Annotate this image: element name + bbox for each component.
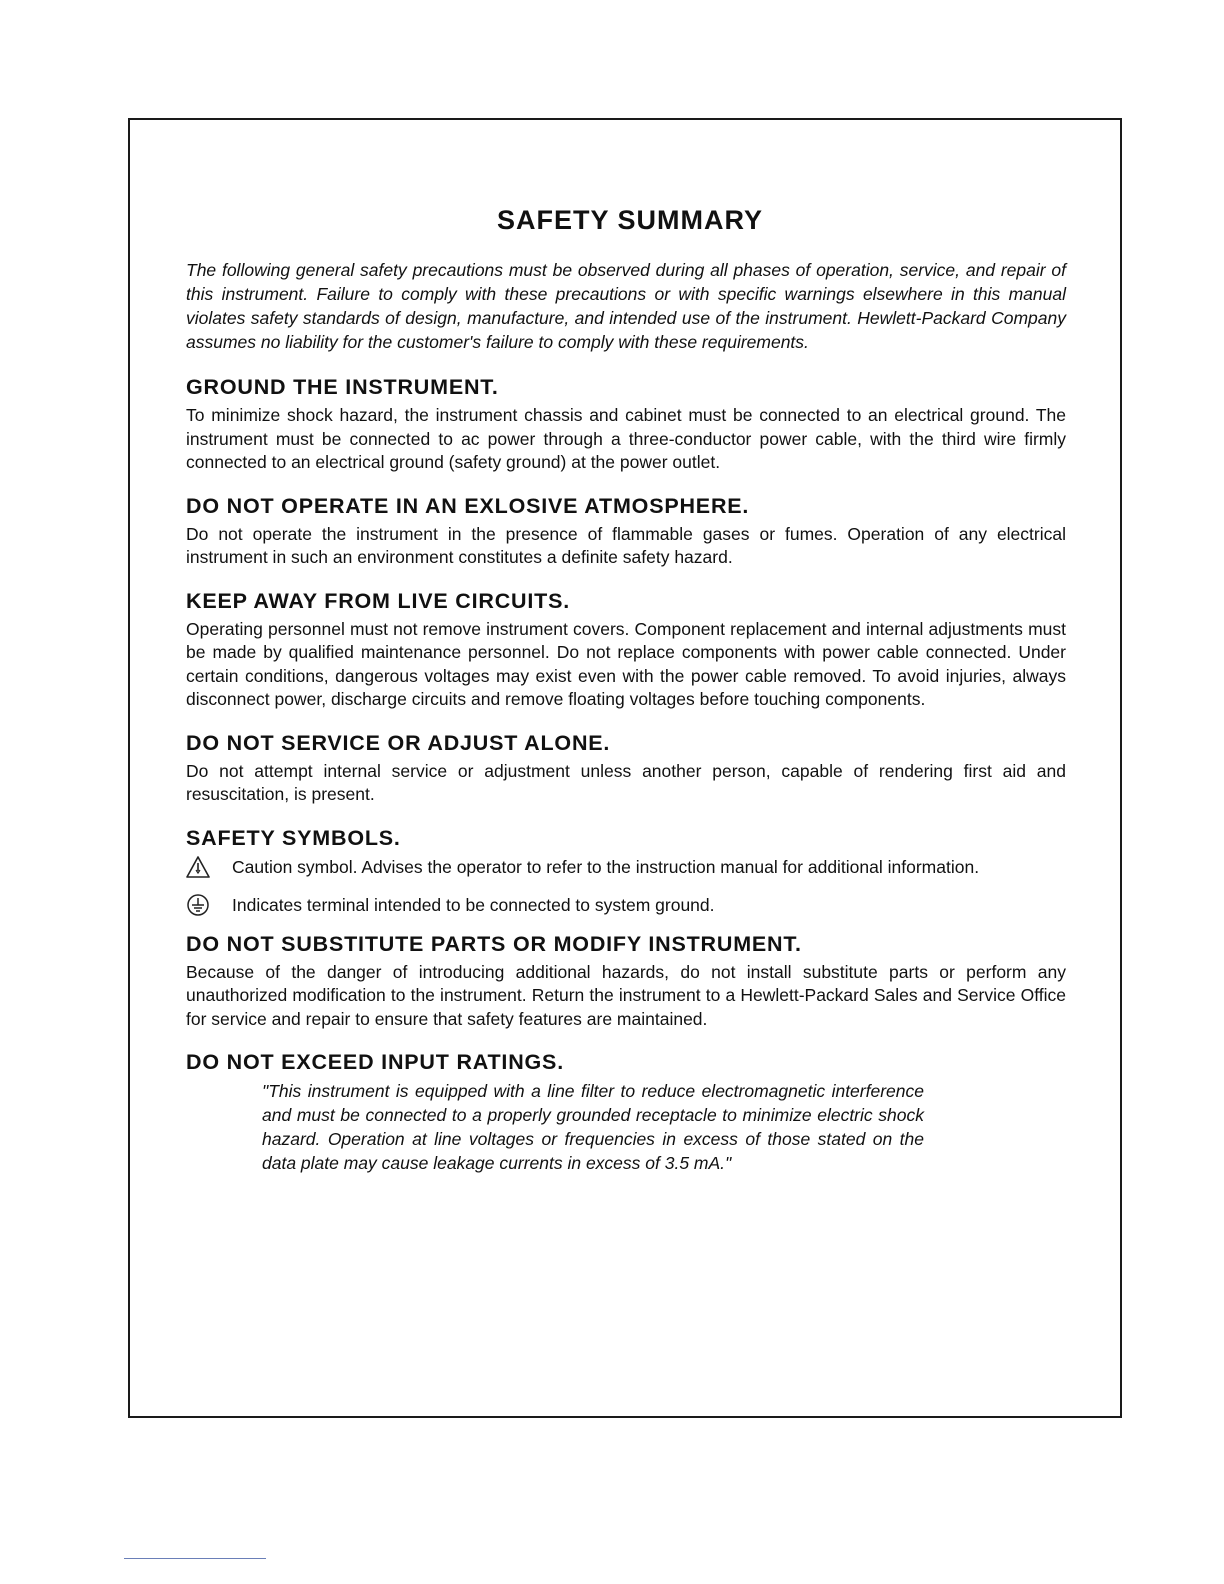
section-heading: SAFETY SYMBOLS. bbox=[186, 825, 401, 850]
section-body: To minimize shock hazard, the instrument chassis and cabinet must be connected to an electrical ground. The instrument must be connected to ac power through a three-conductor power cable, with the third wire firmly connected to an electrical ground (safety ground) at the power outlet. bbox=[186, 405, 1066, 472]
section-heading: DO NOT EXCEED INPUT RATINGS. bbox=[186, 1050, 564, 1074]
section-input-ratings bbox=[186, 1049, 1066, 1175]
section-heading: DO NOT SUBSTITUTE PARTS OR MODIFY INSTRUMENT. bbox=[186, 931, 802, 956]
section-live-circuits bbox=[186, 588, 1066, 712]
section-safety-symbols bbox=[186, 825, 1066, 917]
section-heading: DO NOT SERVICE OR ADJUST ALONE. bbox=[186, 730, 611, 755]
ground-terminal-icon bbox=[186, 893, 210, 917]
section-body: Operating personnel must not remove instrument covers. Component replacement and internal adjustments must be made by qualified maintenance personnel. Do not replace components with power cable connected. Under certain conditions, dangerous voltages may exist even with the power cable removed. To avoid injuries, always disconnect power, discharge circuits and remove floating voltages before touching components. bbox=[186, 618, 1066, 709]
symbol-description: Caution symbol. Advises the operator to refer to the instruction manual for additional information. bbox=[232, 856, 980, 877]
section-body: Do not operate the instrument in the presence of flammable gases or fumes. Operation of any electrical instrument in such an environment constitutes a definite safety hazard. bbox=[186, 523, 1066, 567]
section-heading: DO NOT OPERATE IN AN EXLOSIVE ATMOSPHERE. bbox=[186, 493, 750, 518]
caution-triangle-icon bbox=[186, 855, 210, 879]
section-body: Do not attempt internal service or adjustment unless another person, capable of rendering first aid and resuscitation, is present. bbox=[186, 760, 1066, 804]
safety-summary-content bbox=[186, 205, 1066, 1193]
section-heading: GROUND THE INSTRUMENT. bbox=[186, 375, 499, 399]
intro-paragraph: The following general safety precautions must be observed during all phases of operation, service, and repair of this instrument. Failure to comply with these precautions or with specific warnings elsewhere in this manual violates safety standards of design, manufacture, and intended use of the instrument. Hewlett-Packard Company assumes no liability for the customer's failure to comply with these requirements. bbox=[186, 260, 1066, 352]
page-title: SAFETY SUMMARY bbox=[496, 205, 764, 235]
input-ratings-quote: "This instrument is equipped with a line filter to reduce electromagnetic interference and must be connected to a properly grounded receptacle to minimize electric shock hazard. Operation at line voltages or frequencies in excess of those stated on the data plate may cause leakage currents in excess of 3.5 mA." bbox=[262, 1081, 924, 1173]
symbol-row-ground bbox=[186, 893, 1066, 917]
section-substitute-parts bbox=[186, 931, 1066, 1032]
footnote-rule bbox=[124, 1558, 266, 1559]
section-heading: KEEP AWAY FROM LIVE CIRCUITS. bbox=[186, 588, 570, 613]
section-explosive bbox=[186, 493, 1066, 570]
section-service-alone bbox=[186, 730, 1066, 807]
symbol-row-caution bbox=[186, 855, 1066, 879]
symbol-description: Indicates terminal intended to be connected to system ground. bbox=[232, 894, 715, 915]
section-ground bbox=[186, 374, 1066, 475]
section-body: Because of the danger of introducing additional hazards, do not install substitute parts or perform any unauthorized modification to the instrument. Return the instrument to a Hewlett-Packard Sales and Service Office for service and repair to ensure that safety features are maintained. bbox=[186, 961, 1066, 1029]
